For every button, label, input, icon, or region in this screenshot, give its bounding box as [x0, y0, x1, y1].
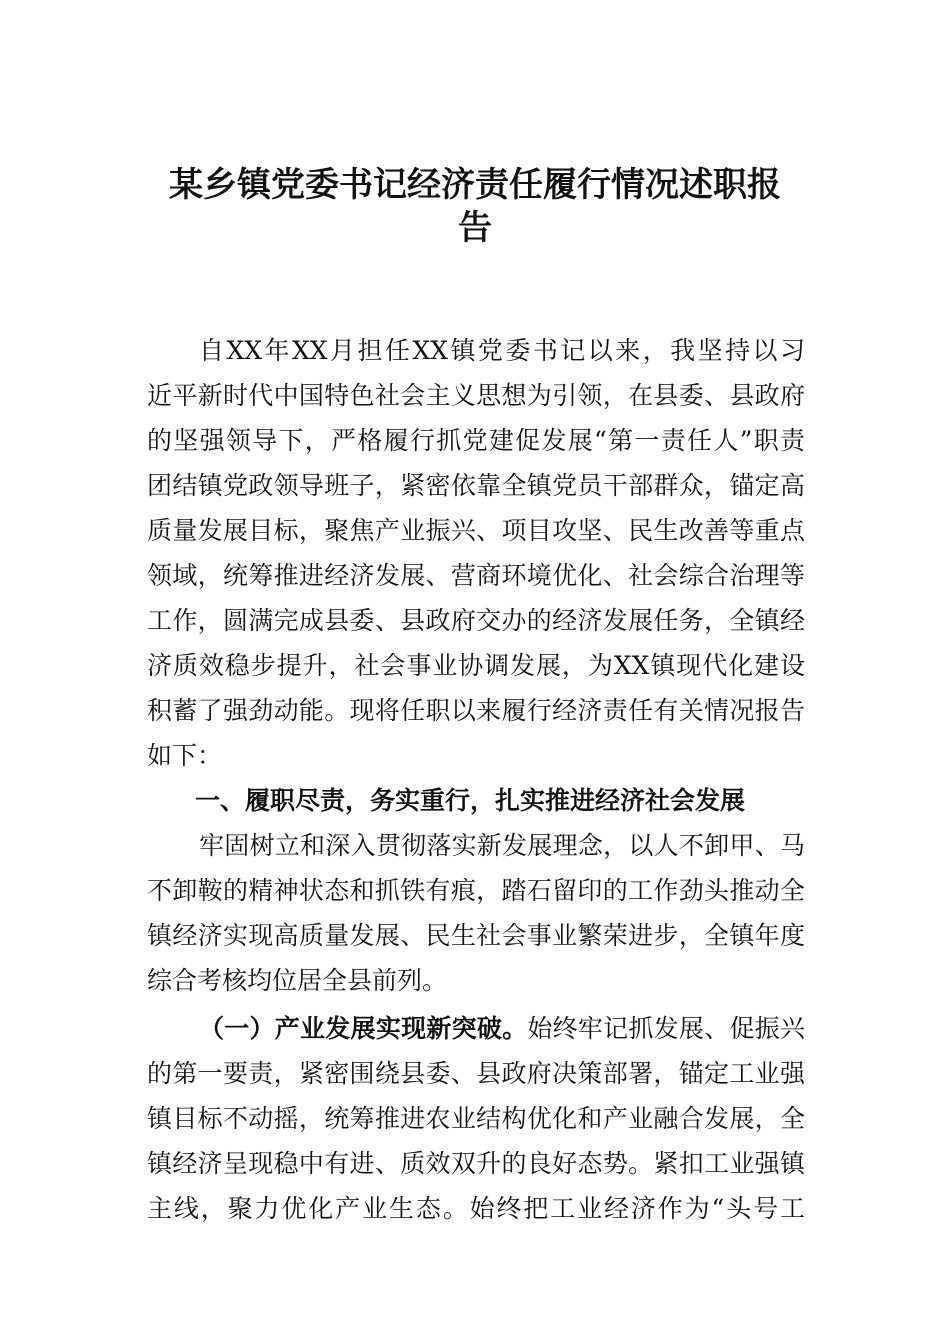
document-body: [147, 328, 805, 1231]
paragraph-line: 镇经济呈现稳中有进、质效双升的良好态势。紧扣工业强镇: [147, 1149, 805, 1178]
paragraph-line: 的坚强领导下，严格履行抓党建促发展“第一责任人”职责: [147, 426, 805, 455]
document-title-line-2: 告: [458, 208, 492, 248]
paragraph-line: [147, 1006, 805, 1051]
paragraph-line: 工作，圆满完成县委、县政府交办的经济发展任务，全镇经: [147, 606, 805, 635]
subsection-text: 始终牢记抓发展、促振兴: [527, 1014, 805, 1043]
paragraph-line: 如下：: [147, 741, 223, 770]
paragraph-line: 济质效稳步提升，社会事业协调发展，为XX镇现代化建设: [147, 651, 805, 680]
paragraph-line: 主线，聚力优化产业生态。始终把工业经济作为“头号工: [147, 1194, 805, 1223]
paragraph-line: 的第一要责，紧密围绕县委、县政府决策部署，锚定工业强: [147, 1059, 805, 1088]
paragraph-line: 牢固树立和深入贯彻落实新发展理念，以人不卸甲、马: [199, 831, 805, 860]
paragraph-line: 积蓄了强劲动能。现将任职以来履行经济责任有关情况报告: [147, 696, 805, 725]
paragraph-line: 近平新时代中国特色社会主义思想为引领，在县委、县政府: [147, 381, 805, 410]
paragraph-line: 不卸鞍的精神状态和抓铁有痕，踏石留印的工作劲头推动全: [147, 876, 805, 905]
paragraph-line: 镇目标不动摇，统筹推进农业结构优化和产业融合发展，全: [147, 1104, 805, 1133]
section-paragraph: [147, 823, 805, 1003]
paragraph-line: 镇经济实现高质量发展、民生社会事业繁荣进步，全镇年度: [147, 921, 805, 950]
paragraph-line: 综合考核均位居全县前列。: [147, 966, 448, 995]
document-title-line-1: 某乡镇党委书记经济责任履行情况述职报: [169, 165, 781, 205]
paragraph-line: 领域，统筹推进经济发展、营商环境优化、社会综合治理等: [147, 561, 805, 590]
subsection-title: （一）产业发展实现新突破。: [199, 1014, 528, 1043]
paragraph-line: 质量发展目标，聚焦产业振兴、项目攻坚、民生改善等重点: [147, 516, 805, 545]
intro-paragraph: [147, 328, 805, 778]
section-heading: 一、履职尽责，务实重行，扎实推进经济社会发展: [195, 786, 746, 815]
paragraph-line: 自XX年XX月担任XX镇党委书记以来，我坚持以习: [199, 336, 805, 365]
subsection-paragraph: [147, 1006, 805, 1231]
paragraph-line: 团结镇党政领导班子，紧密依靠全镇党员干部群众，锚定高: [147, 471, 805, 500]
